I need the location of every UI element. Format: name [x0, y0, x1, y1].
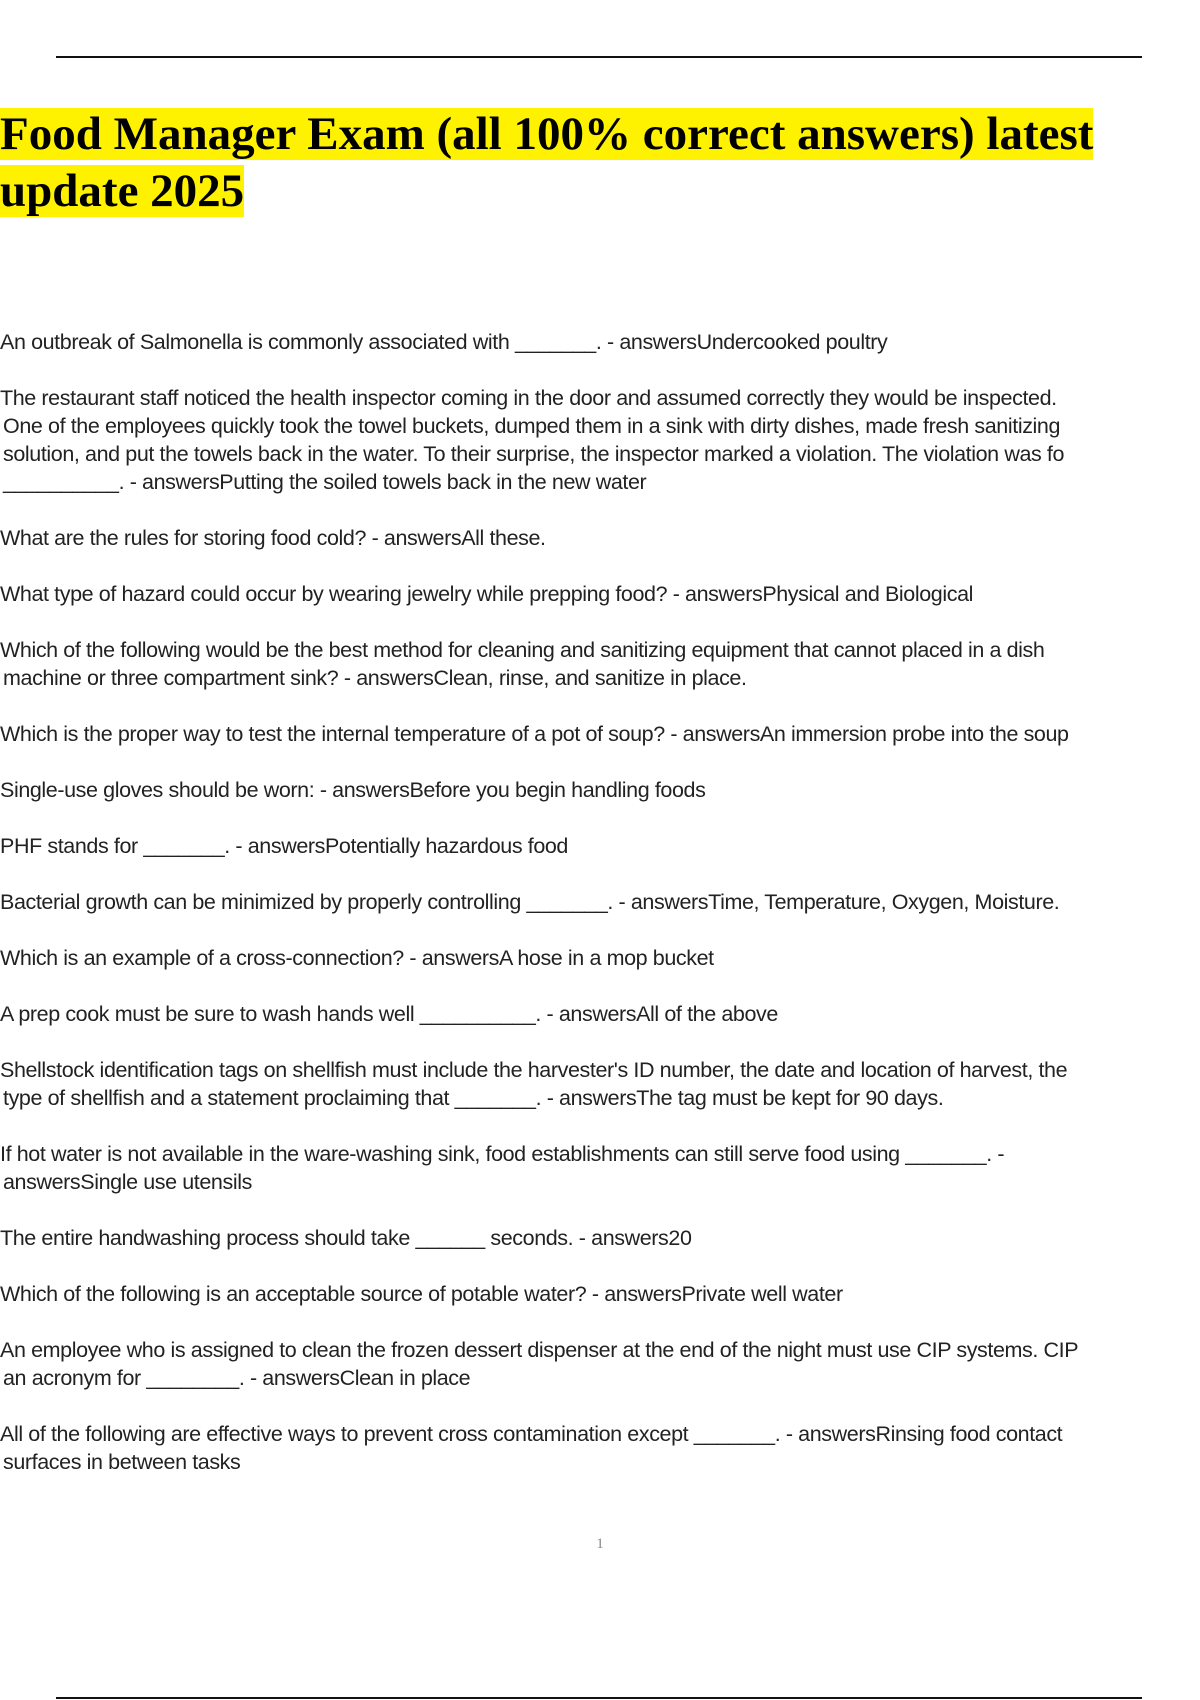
qa-item	[0, 720, 1200, 748]
qa-line: One of the employees quickly took the towel buckets, dumped them in a sink with dirty dishes, made fresh sanitizing	[3, 414, 1061, 438]
qa-item	[0, 1336, 1200, 1392]
page-number: 1	[596, 1536, 604, 1552]
qa-line: surfaces in between tasks	[3, 1450, 241, 1474]
qa-item	[0, 1420, 1200, 1476]
header-rule	[56, 56, 1142, 58]
qa-line: type of shellfish and a statement proclaiming that _______. - answersThe tag must be kept for 90 days.	[3, 1086, 944, 1110]
qa-line: If hot water is not available in the ware-washing sink, food establishments can still serve food using _______. -	[0, 1142, 1005, 1166]
qa-line: Which is the proper way to test the internal temperature of a pot of soup? - answersAn immersion probe into the soup	[0, 722, 1069, 746]
qa-line: An outbreak of Salmonella is commonly associated with _______. - answersUndercooked poultry	[0, 330, 888, 354]
qa-item	[0, 1224, 1200, 1252]
qa-item	[0, 1280, 1200, 1308]
qa-item	[0, 888, 1200, 916]
qa-item	[0, 832, 1200, 860]
qa-line: __________. - answersPutting the soiled towels back in the new water	[3, 470, 647, 494]
qa-item	[0, 1056, 1200, 1112]
qa-item	[0, 328, 1200, 356]
document-title-text: Food Manager Exam (all 100% correct answers) latest update 2025	[0, 108, 1094, 217]
qa-line: What type of hazard could occur by wearing jewelry while prepping food? - answersPhysical and Biological	[0, 582, 974, 606]
qa-line: answersSingle use utensils	[3, 1170, 252, 1194]
qa-item	[0, 776, 1200, 804]
qa-line: Which is an example of a cross-connection? - answersA hose in a mop bucket	[0, 946, 714, 970]
qa-item	[0, 944, 1200, 972]
qa-item	[0, 580, 1200, 608]
qa-item	[0, 1140, 1200, 1196]
qa-item	[0, 524, 1200, 552]
qa-line: machine or three compartment sink? - answersClean, rinse, and sanitize in place.	[3, 666, 747, 690]
qa-line: Bacterial growth can be minimized by properly controlling _______. - answersTime, Temperature, Oxygen, Moisture.	[0, 890, 1060, 914]
qa-line: solution, and put the towels back in the water. To their surprise, the inspector marked a violation. The violation was fo	[3, 442, 1065, 466]
qa-line: A prep cook must be sure to wash hands well __________. - answersAll of the above	[0, 1002, 778, 1026]
qa-line: All of the following are effective ways to prevent cross contamination except _______. - answersRinsing food contact	[0, 1422, 1063, 1446]
qa-item	[0, 636, 1200, 692]
qa-line: PHF stands for _______. - answersPotentially hazardous food	[0, 834, 568, 858]
qa-line: What are the rules for storing food cold? - answersAll these.	[0, 526, 546, 550]
qa-line: Which of the following would be the best method for cleaning and sanitizing equipment that cannot placed in a dish	[0, 638, 1045, 662]
question-answer-list	[0, 328, 1200, 1504]
qa-line: Single-use gloves should be worn: - answersBefore you begin handling foods	[0, 778, 706, 802]
document-title	[0, 106, 1160, 220]
footer-rule	[56, 1697, 1142, 1699]
qa-item	[0, 384, 1200, 496]
qa-item	[0, 1000, 1200, 1028]
qa-line: The restaurant staff noticed the health inspector coming in the door and assumed correctly they would be inspected.	[0, 386, 1057, 410]
qa-line: Which of the following is an acceptable source of potable water? - answersPrivate well water	[0, 1282, 843, 1306]
qa-line: Shellstock identification tags on shellfish must include the harvester's ID number, the date and location of harvest, the	[0, 1058, 1068, 1082]
qa-line: an acronym for ________. - answersClean in place	[3, 1366, 471, 1390]
qa-line: An employee who is assigned to clean the frozen dessert dispenser at the end of the night must use CIP systems. CIP	[0, 1338, 1079, 1362]
qa-line: The entire handwashing process should take ______ seconds. - answers20	[0, 1226, 692, 1250]
